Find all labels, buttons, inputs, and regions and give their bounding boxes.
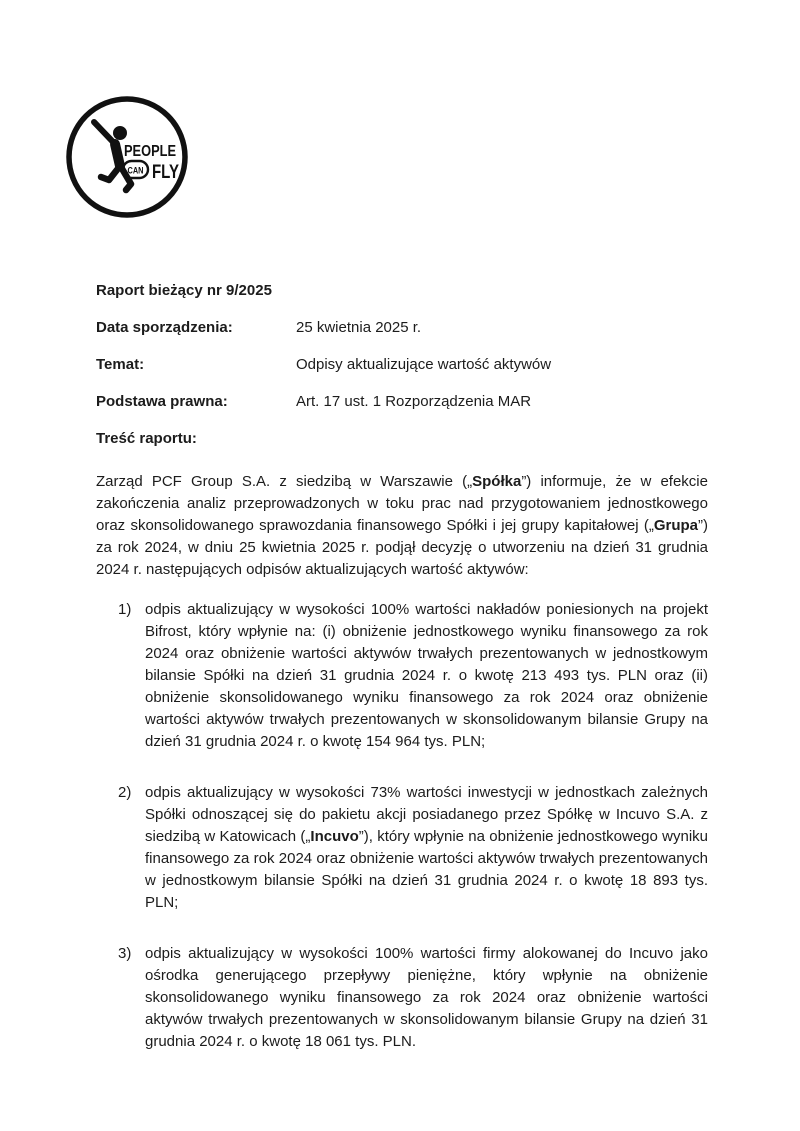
list-item-1 xyxy=(96,599,708,753)
meta-label-date: Data sporządzenia: xyxy=(96,319,233,336)
intro-paragraph: Zarząd PCF Group S.A. z siedzibą w Warszawie („Spółka”) informuje, że w efekcie zakończenia analiz przeprowadzonych w toku prac nad przygotowaniem jednostkowego oraz skonsolidowanego sprawozdania finansowego Spółki i jej grupy kapitałowej („Grupa”) za rok 2024, w dniu 25 kwietnia 2025 r. podjął decyzję o utworzeniu na dzień 31 grudnia 2024 r. następujących odpisów aktualizujących wartość aktywów: xyxy=(96,473,708,578)
report-content-label: Treść raportu: xyxy=(96,430,197,447)
meta-value-date: 25 kwietnia 2025 r. xyxy=(296,319,422,336)
list-item-2 xyxy=(96,782,708,914)
logo-word-fly: FLY xyxy=(152,162,180,183)
meta-row-date xyxy=(96,317,708,339)
list-item-3-number: 3) xyxy=(118,945,132,962)
meta-value-legal-basis: Art. 17 ust. 1 Rozporządzenia MAR xyxy=(296,393,532,410)
list-item-1-text: odpis aktualizujący w wysokości 100% wartości nakładów poniesionych na projekt Bifrost, który wpłynie na: (i) obniżenie jednostkowego wyniku finansowego za rok 2024 oraz obniżenie wartości aktywów trwałych prezentowanych w jednostkowym bilansie Spółki na dzień 31 grudnia 2024 r. o kwotę 213 493 tys. PLN oraz (ii) obniżenie skonsolidowanego wyniku finansowego za rok 2024 oraz obniżenie wartości aktywów trwałych prezentowanych w skonsolidowanym bilansie Grupy na dzień 31 grudnia 2024 r. o kwotę 154 964 tys. PLN; xyxy=(145,601,708,750)
people-can-fly-logo-icon xyxy=(64,94,190,220)
writedown-list xyxy=(96,599,708,1053)
meta-row-legal-basis xyxy=(96,391,708,413)
list-item-1-number: 1) xyxy=(118,601,132,618)
logo-word-people: PEOPLE xyxy=(124,143,177,160)
meta-row-subject xyxy=(96,354,708,376)
list-item-2-text: odpis aktualizujący w wysokości 73% wartości inwestycji w jednostkach zależnych Spółki odnoszącej się do pakietu akcji posiadanego przez Spółkę w Incuvo S.A. z siedzibą w Katowicach („Incuvo”), który wpłynie na obniżenie jednostkowego wyniku finansowego za rok 2024 oraz obniżenie wartości aktywów trwałych prezentowanych w jednostkowym bilansie Spółki na dzień 31 grudnia 2024 r. o kwotę 18 893 tys. PLN; xyxy=(145,784,708,911)
report-body xyxy=(96,280,708,1053)
meta-label-subject: Temat: xyxy=(96,356,145,373)
list-item-2-number: 2) xyxy=(118,784,132,801)
logo-word-can: CAN xyxy=(127,165,144,177)
people-can-fly-logo xyxy=(64,94,190,220)
report-title: Raport bieżący nr 9/2025 xyxy=(96,282,272,299)
list-item-3-text: odpis aktualizujący w wysokości 100% wartości firmy alokowanej do Incuvo jako ośrodka generującego przepływy pieniężne, który wpłynie na obniżenie skonsolidowanego wyniku finansowego za rok 2024 oraz obniżenie wartości aktywów trwałych prezentowanych w skonsolidowanym bilansie Grupy na dzień 31 grudnia 2024 r. o kwotę 18 061 tys. PLN. xyxy=(145,945,708,1050)
list-item-3 xyxy=(96,943,708,1053)
meta-label-legal-basis: Podstawa prawna: xyxy=(96,393,228,410)
meta-value-subject: Odpisy aktualizujące wartość aktywów xyxy=(296,356,552,373)
